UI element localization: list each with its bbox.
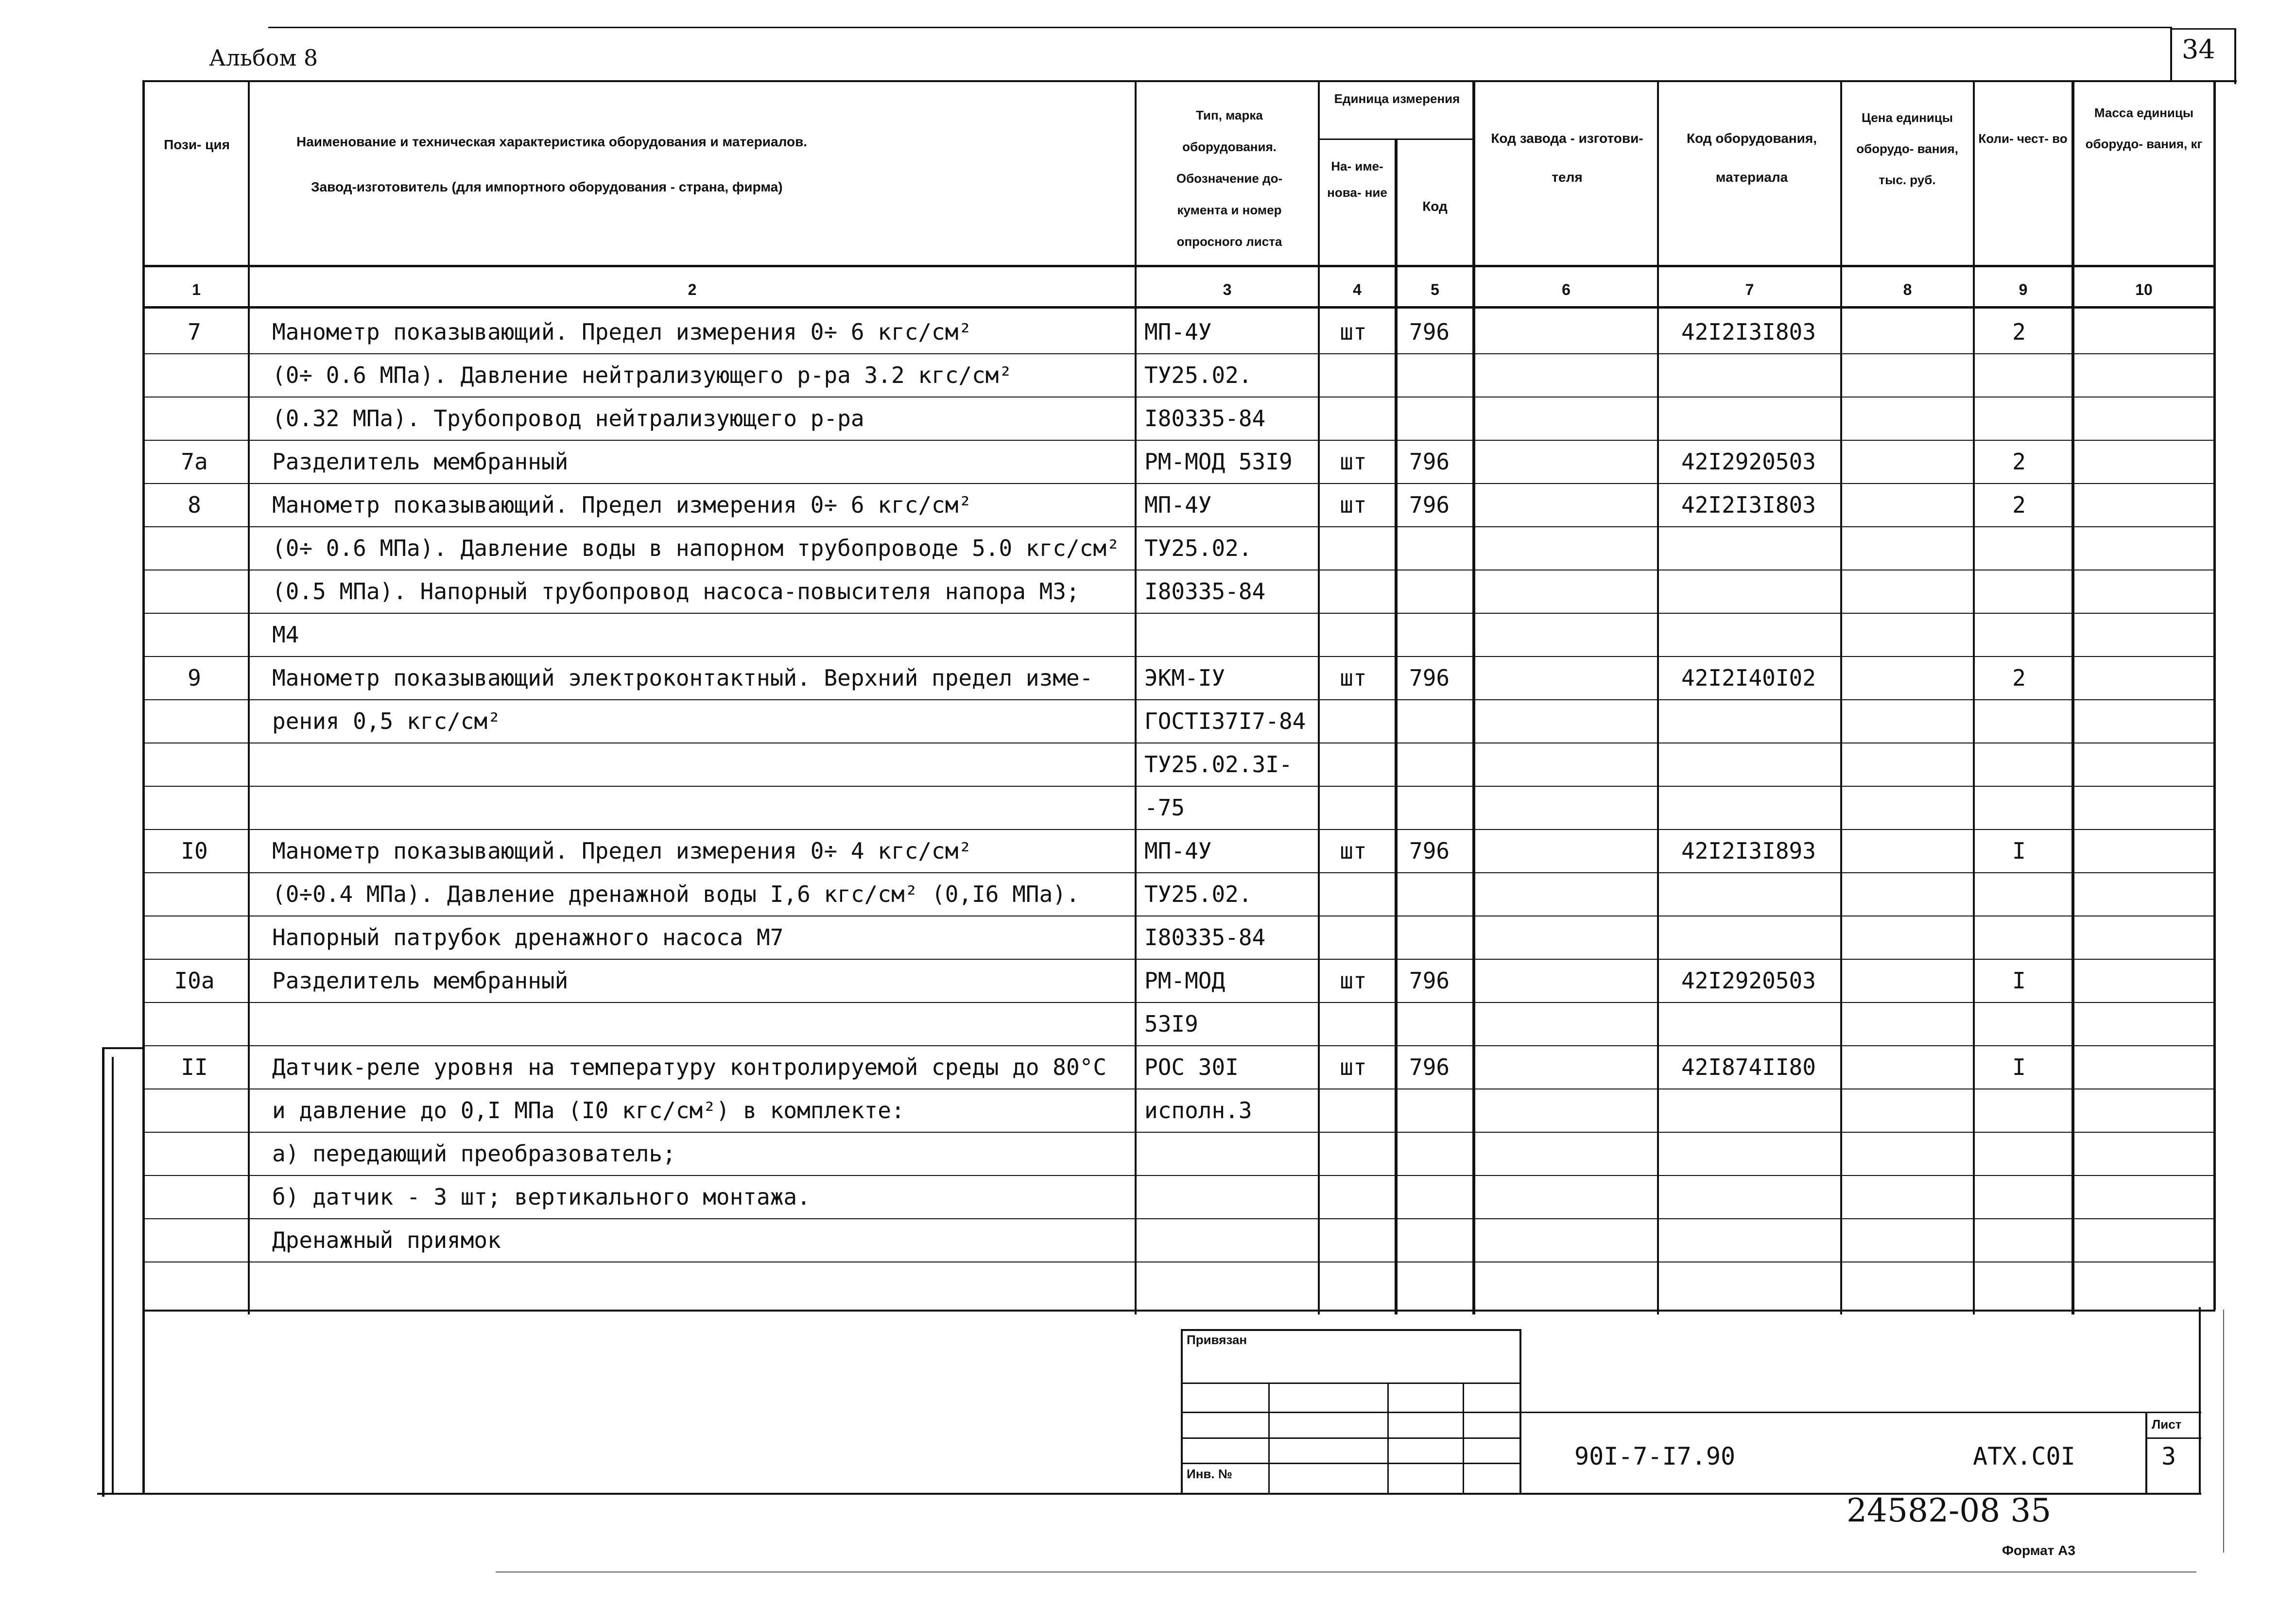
cell-position bbox=[146, 1133, 243, 1175]
cell-unit-name: шт bbox=[1340, 1054, 1367, 1080]
col-line-9 bbox=[2072, 80, 2074, 1314]
cell-name: (0÷0.4 МПа). Давление дренажной воды I,6 кгс/см² (0,I6 МПа). bbox=[272, 881, 1080, 907]
cell-name: Разделитель мембранный bbox=[272, 449, 569, 475]
cell-unit-name bbox=[1317, 614, 1390, 656]
cell-type: МП-4У bbox=[1144, 492, 1212, 518]
cell-quantity: 2 bbox=[2012, 665, 2026, 691]
corner-line bbox=[2170, 28, 2236, 30]
cell-position: 9 bbox=[188, 665, 201, 691]
cell-position bbox=[146, 527, 243, 569]
table-border-colnum-bottom bbox=[142, 306, 2215, 309]
column-number: 8 bbox=[1903, 281, 1912, 298]
cell-position bbox=[146, 614, 243, 656]
cell-unit-name: шт bbox=[1340, 319, 1367, 345]
cell-material-code: 42I2I3I893 bbox=[1681, 838, 1816, 864]
row-divider bbox=[142, 1261, 2215, 1262]
margin-bracket bbox=[102, 1047, 143, 1049]
cell-name: (0÷ 0.6 МПа). Давление нейтрализующего р-ра 3.2 кгс/см² bbox=[272, 362, 1013, 388]
column-number: 4 bbox=[1353, 281, 1362, 298]
cell-unit-name bbox=[1317, 397, 1390, 439]
cell-unit-name bbox=[1317, 1133, 1390, 1175]
cell-material-code: 42I874II80 bbox=[1681, 1054, 1816, 1080]
cell-unit-name: шт bbox=[1340, 449, 1367, 475]
cell-position: I0 bbox=[181, 838, 208, 864]
cell-type: ТУ25.02. bbox=[1144, 362, 1252, 388]
cell-unit-name bbox=[1317, 1219, 1390, 1261]
header-type-l4: кумента и номер bbox=[1177, 203, 1282, 217]
cell-unit-code: 796 bbox=[1409, 492, 1450, 518]
cell-position: II bbox=[181, 1054, 208, 1080]
cell-quantity bbox=[1990, 1219, 2048, 1261]
cell-position bbox=[146, 1089, 243, 1131]
column-number: 6 bbox=[1562, 281, 1571, 298]
cell-quantity bbox=[1990, 873, 2048, 915]
cell-position bbox=[146, 787, 243, 829]
cell-name: Датчик-реле уровня на температуру контролируемой среды до 80°C bbox=[272, 1054, 1107, 1080]
cell-unit-name bbox=[1317, 873, 1390, 915]
cell-position: 7 bbox=[188, 319, 201, 345]
cell-unit-code: 796 bbox=[1409, 968, 1450, 994]
header-unit-group: Единица измерения bbox=[1334, 91, 1460, 106]
corner-line bbox=[268, 27, 2172, 28]
cell-quantity bbox=[1990, 743, 2048, 785]
header-type-l5: опросного листа bbox=[1176, 234, 1282, 249]
cell-quantity bbox=[1990, 787, 2048, 829]
cell-type: исполн.3 bbox=[1144, 1097, 1252, 1123]
cell-type: I80335-84 bbox=[1144, 578, 1266, 605]
col-line-1 bbox=[248, 80, 250, 1314]
right-edge-rule bbox=[2223, 1310, 2224, 1553]
cell-type: МП-4У bbox=[1144, 838, 1212, 864]
cell-position bbox=[146, 700, 243, 742]
cell-name: рения 0,5 кгс/см² bbox=[272, 708, 501, 734]
cell-quantity bbox=[1990, 1176, 2048, 1218]
header-name-line2: Завод-изготовитель (для импортного оборудования - страна, фирма) bbox=[311, 179, 783, 194]
cell-unit-name bbox=[1317, 1003, 1390, 1045]
cell-type: ТУ25.02. bbox=[1144, 535, 1252, 561]
cell-quantity bbox=[1990, 397, 2048, 439]
cell-type: МП-4У bbox=[1144, 319, 1212, 345]
col-line-8 bbox=[1973, 80, 1975, 1314]
cell-unit-name bbox=[1317, 1089, 1390, 1131]
cell-unit-code: 796 bbox=[1409, 665, 1450, 691]
cell-name: (0.32 МПа). Трубопровод нейтрализующего р-ра bbox=[272, 405, 864, 432]
table-border-right-lower bbox=[2199, 1307, 2201, 1494]
cell-name: М4 bbox=[272, 622, 299, 648]
cell-type: ТУ25.02.3I- bbox=[1144, 751, 1293, 778]
header-material-code: Код оборудования, материала bbox=[1686, 131, 1817, 185]
cell-position bbox=[146, 354, 243, 396]
cell-quantity bbox=[1990, 527, 2048, 569]
cell-position bbox=[146, 1219, 243, 1261]
cell-quantity: 2 bbox=[2012, 492, 2026, 518]
cell-position bbox=[146, 570, 243, 612]
cell-name: Манометр показывающий электроконтактный. Верхний предел изме- bbox=[272, 665, 1093, 691]
corner-line bbox=[2170, 27, 2172, 80]
album-label: Альбом 8 bbox=[209, 45, 318, 71]
table-border-top bbox=[142, 80, 2237, 82]
column-number: 2 bbox=[688, 281, 697, 298]
column-number: 3 bbox=[1223, 281, 1232, 298]
cell-unit-name bbox=[1317, 916, 1390, 958]
header-unit-name: На- име- нова- ние bbox=[1327, 159, 1387, 200]
cell-position bbox=[146, 1003, 243, 1045]
margin-bracket bbox=[112, 1057, 114, 1494]
cell-unit-code: 796 bbox=[1409, 838, 1450, 864]
cell-position bbox=[146, 397, 243, 439]
header-quantity: Коли- чест- во bbox=[1978, 131, 2068, 146]
col-line-5 bbox=[1472, 80, 1475, 1314]
cell-quantity bbox=[1990, 700, 2048, 742]
cell-quantity bbox=[1990, 570, 2048, 612]
cell-quantity bbox=[1990, 614, 2048, 656]
cell-unit-code: 796 bbox=[1409, 319, 1450, 345]
cell-position bbox=[146, 873, 243, 915]
cell-unit-name bbox=[1317, 700, 1390, 742]
cell-unit-name bbox=[1317, 527, 1390, 569]
unit-group-divider bbox=[1318, 138, 1474, 140]
cell-unit-name bbox=[1317, 570, 1390, 612]
sheet-corner-number: 34 bbox=[2182, 34, 2215, 65]
column-number: 10 bbox=[2135, 281, 2153, 298]
cell-name: б) датчик - 3 шт; вертикального монтажа. bbox=[272, 1184, 811, 1210]
cell-position bbox=[146, 743, 243, 785]
cell-unit-name bbox=[1317, 354, 1390, 396]
cell-type: РМ-МОД 53I9 bbox=[1144, 449, 1293, 475]
cell-name: а) передающий преобразователь; bbox=[272, 1140, 676, 1167]
cell-quantity: I bbox=[2012, 1054, 2026, 1080]
cell-name: Манометр показывающий. Предел измерения 0÷ 6 кгс/см² bbox=[272, 319, 972, 345]
header-name-line1: Наименование и техническая характеристика оборудования и материалов. bbox=[296, 134, 808, 149]
cell-material-code: 42I2I3I803 bbox=[1681, 319, 1816, 345]
header-mass: Масса единицы оборудо- вания, кг bbox=[2085, 105, 2203, 151]
inventory-number-label: Инв. № bbox=[1187, 1467, 1232, 1481]
column-number: 1 bbox=[192, 281, 201, 298]
cell-material-code: 42I2920503 bbox=[1681, 968, 1816, 994]
cell-type: ЭКМ-IУ bbox=[1144, 665, 1226, 691]
cell-quantity: 2 bbox=[2012, 449, 2026, 475]
cell-quantity bbox=[1990, 1089, 2048, 1131]
cell-quantity bbox=[1990, 1133, 2048, 1175]
cell-material-code: 42I2I3I803 bbox=[1681, 492, 1816, 518]
header-type-l1: Тип, марка bbox=[1196, 108, 1263, 122]
cell-position: 7а bbox=[181, 449, 208, 475]
cell-position: 8 bbox=[188, 492, 201, 518]
cell-quantity bbox=[1990, 1003, 2048, 1045]
header-type-l3: Обозначение до- bbox=[1176, 171, 1283, 186]
cell-type: ГОСТI37I7-84 bbox=[1144, 708, 1306, 734]
cell-unit-name bbox=[1317, 743, 1390, 785]
cell-name: Дренажный приямок bbox=[272, 1227, 501, 1253]
cell-quantity: 2 bbox=[2012, 319, 2026, 345]
column-number: 9 bbox=[2019, 281, 2028, 298]
col-line-6 bbox=[1657, 80, 1659, 1314]
header-type-l2: оборудования. bbox=[1182, 139, 1277, 154]
cell-name: Манометр показывающий. Предел измерения 0÷ 6 кгс/см² bbox=[272, 492, 972, 518]
rows-bottom-line bbox=[142, 1310, 2215, 1312]
cell-type: -75 bbox=[1144, 795, 1185, 821]
cell-quantity: I bbox=[2012, 968, 2026, 994]
column-number: 5 bbox=[1431, 281, 1439, 298]
corner-line bbox=[2234, 28, 2236, 84]
cell-name: Разделитель мембранный bbox=[272, 968, 569, 994]
cell-type: I80335-84 bbox=[1144, 924, 1266, 950]
cell-unit-code: 796 bbox=[1409, 449, 1450, 475]
document-code: 90I-7-I7.90 bbox=[1574, 1442, 1736, 1470]
cell-name: Напорный патрубок дренажного насоса М7 bbox=[272, 924, 784, 950]
cell-type: I80335-84 bbox=[1144, 405, 1266, 432]
cell-unit-name: шт bbox=[1340, 838, 1367, 864]
table-border-right bbox=[2213, 80, 2216, 1310]
cell-unit-name bbox=[1317, 787, 1390, 829]
cell-type: РМ-МОД bbox=[1144, 968, 1226, 994]
header-position: Пози- ция bbox=[164, 137, 230, 152]
format-label: Формат А3 bbox=[2002, 1543, 2075, 1558]
col-line-7 bbox=[1840, 80, 1842, 1314]
cell-position: I0а bbox=[174, 968, 215, 994]
cell-material-code: 42I2920503 bbox=[1681, 449, 1816, 475]
cell-material-code: 42I2I40I02 bbox=[1681, 665, 1816, 691]
cell-name: Манометр показывающий. Предел измерения 0÷ 4 кгс/см² bbox=[272, 838, 972, 864]
cell-unit-name bbox=[1317, 1176, 1390, 1218]
cell-type: РОС 30I bbox=[1144, 1054, 1239, 1080]
attached-label: Привязан bbox=[1187, 1332, 1247, 1347]
cell-unit-code: 796 bbox=[1409, 1054, 1450, 1080]
cell-quantity bbox=[1990, 354, 2048, 396]
cell-quantity: I bbox=[2012, 838, 2026, 864]
header-plant-code: Код завода - изготови- теля bbox=[1491, 131, 1643, 185]
table-border-header-bottom bbox=[142, 265, 2215, 267]
document-mark: АТХ.С0I bbox=[1973, 1442, 2075, 1470]
margin-bracket bbox=[102, 1047, 104, 1497]
column-number: 7 bbox=[1745, 281, 1754, 298]
cell-type: ТУ25.02. bbox=[1144, 881, 1252, 907]
cell-position bbox=[146, 1176, 243, 1218]
cell-unit-name: шт bbox=[1340, 492, 1367, 518]
col-line-4 bbox=[1395, 138, 1398, 1314]
cell-unit-name: шт bbox=[1340, 968, 1367, 994]
cell-type: 53I9 bbox=[1144, 1011, 1198, 1037]
header-unit-code: Код bbox=[1422, 199, 1448, 214]
sheet-value: 3 bbox=[2161, 1442, 2176, 1470]
cell-name: (0.5 МПа). Напорный трубопровод насоса-повысителя напора М3; bbox=[272, 578, 1080, 605]
cell-name: (0÷ 0.6 МПа). Давление воды в напорном трубопроводе 5.0 кгс/см² bbox=[272, 535, 1120, 561]
cell-unit-name: шт bbox=[1340, 665, 1367, 691]
header-price: Цена единицы оборудо- вания, тыс. руб. bbox=[1856, 110, 1958, 187]
cell-name: и давление до 0,I МПа (I0 кгс/см²) в комплекте: bbox=[272, 1097, 905, 1123]
col-line-2 bbox=[1135, 80, 1137, 1314]
sheet-label: Лист bbox=[2152, 1417, 2182, 1432]
row-divider bbox=[142, 613, 2215, 614]
cell-position bbox=[146, 916, 243, 958]
handwritten-number: 24582-08 35 bbox=[1847, 1492, 2052, 1529]
cell-quantity bbox=[1990, 916, 2048, 958]
